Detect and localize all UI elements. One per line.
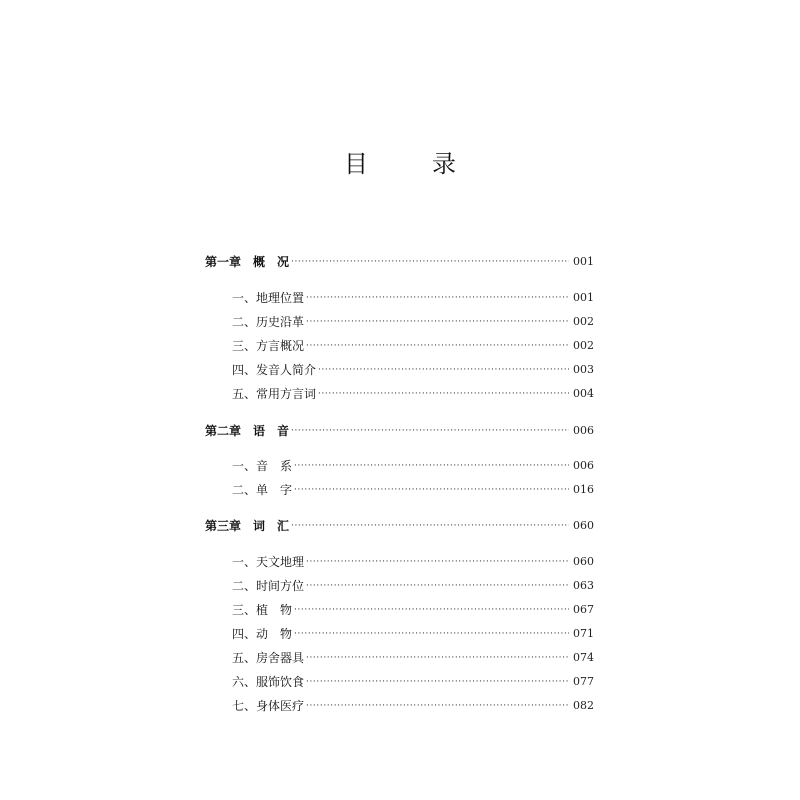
dot-leader bbox=[294, 481, 569, 499]
toc-page-number: 063 bbox=[573, 579, 594, 592]
toc-entry-label: 七、身体医疗 bbox=[232, 699, 305, 713]
dot-leader bbox=[306, 673, 569, 691]
toc-page-number: 002 bbox=[573, 315, 594, 328]
dot-leader bbox=[306, 553, 569, 571]
dot-leader bbox=[306, 313, 569, 331]
toc-entry-label: 三、植 物 bbox=[232, 603, 293, 617]
toc-entry-label: 一、天文地理 bbox=[232, 555, 305, 569]
page-title: 目 录 bbox=[344, 150, 476, 178]
toc-page-number: 060 bbox=[573, 555, 594, 568]
toc-page-number: 074 bbox=[573, 651, 594, 664]
toc-entry-label: 二、历史沿革 bbox=[232, 315, 305, 329]
toc-page-number: 060 bbox=[573, 519, 594, 532]
toc-entry-chapter-1[interactable] bbox=[205, 253, 594, 271]
toc-entry-section[interactable] bbox=[232, 337, 594, 355]
toc-entry-section[interactable] bbox=[232, 289, 594, 307]
toc-entry-label: 二、单 字 bbox=[232, 483, 293, 497]
dot-leader bbox=[306, 289, 569, 307]
dot-leader bbox=[318, 361, 569, 379]
toc-entry-section[interactable] bbox=[232, 577, 594, 595]
toc-entry-label: 第一章 概 况 bbox=[205, 255, 290, 269]
toc-entry-section[interactable] bbox=[232, 673, 594, 691]
toc-entry-section[interactable] bbox=[232, 313, 594, 331]
toc-entry-label: 五、常用方言词 bbox=[232, 387, 317, 401]
toc-page-number: 071 bbox=[573, 627, 594, 640]
toc-entry-section[interactable] bbox=[232, 553, 594, 571]
toc-entry-section[interactable] bbox=[232, 361, 594, 379]
toc-entry-section[interactable] bbox=[232, 697, 594, 715]
toc-page-number: 004 bbox=[573, 387, 594, 400]
toc-entry-chapter-2[interactable] bbox=[205, 422, 594, 440]
toc-page-number: 001 bbox=[573, 291, 594, 304]
toc-entry-label: 六、服饰饮食 bbox=[232, 675, 305, 689]
toc-entry-label: 四、动 物 bbox=[232, 627, 293, 641]
dot-leader bbox=[306, 697, 569, 715]
toc-page-number: 067 bbox=[573, 603, 594, 616]
toc-entry-section[interactable] bbox=[232, 625, 594, 643]
toc-entry-section[interactable] bbox=[232, 481, 594, 499]
toc-page-number: 001 bbox=[573, 255, 594, 268]
dot-leader bbox=[306, 649, 569, 667]
dot-leader bbox=[291, 253, 569, 271]
toc-page-number: 002 bbox=[573, 339, 594, 352]
dot-leader bbox=[294, 625, 569, 643]
toc-entry-chapter-3[interactable] bbox=[205, 517, 594, 535]
toc-entry-label: 第三章 词 汇 bbox=[205, 519, 290, 533]
dot-leader bbox=[294, 601, 569, 619]
toc-entry-label: 二、时间方位 bbox=[232, 579, 305, 593]
toc-entry-label: 五、房舍器具 bbox=[232, 651, 305, 665]
toc-entry-label: 一、音 系 bbox=[232, 459, 293, 473]
toc-page-number: 016 bbox=[573, 483, 594, 496]
toc-page-number: 077 bbox=[573, 675, 594, 688]
dot-leader bbox=[294, 457, 569, 475]
toc-page-number: 006 bbox=[573, 459, 594, 472]
dot-leader bbox=[306, 577, 569, 595]
toc-entry-label: 一、地理位置 bbox=[232, 291, 305, 305]
dot-leader bbox=[306, 337, 569, 355]
toc-entry-section[interactable] bbox=[232, 457, 594, 475]
dot-leader bbox=[318, 385, 569, 403]
toc-entry-label: 三、方言概况 bbox=[232, 339, 305, 353]
dot-leader bbox=[291, 517, 569, 535]
toc-entry-label: 四、发音人简介 bbox=[232, 363, 317, 377]
toc-entry-section[interactable] bbox=[232, 649, 594, 667]
toc-page-number: 003 bbox=[573, 363, 594, 376]
toc-entry-section[interactable] bbox=[232, 385, 594, 403]
toc-page-number: 082 bbox=[573, 699, 594, 712]
toc-page-number: 006 bbox=[573, 424, 594, 437]
toc-entry-section[interactable] bbox=[232, 601, 594, 619]
dot-leader bbox=[291, 422, 569, 440]
toc-entry-label: 第二章 语 音 bbox=[205, 424, 290, 438]
